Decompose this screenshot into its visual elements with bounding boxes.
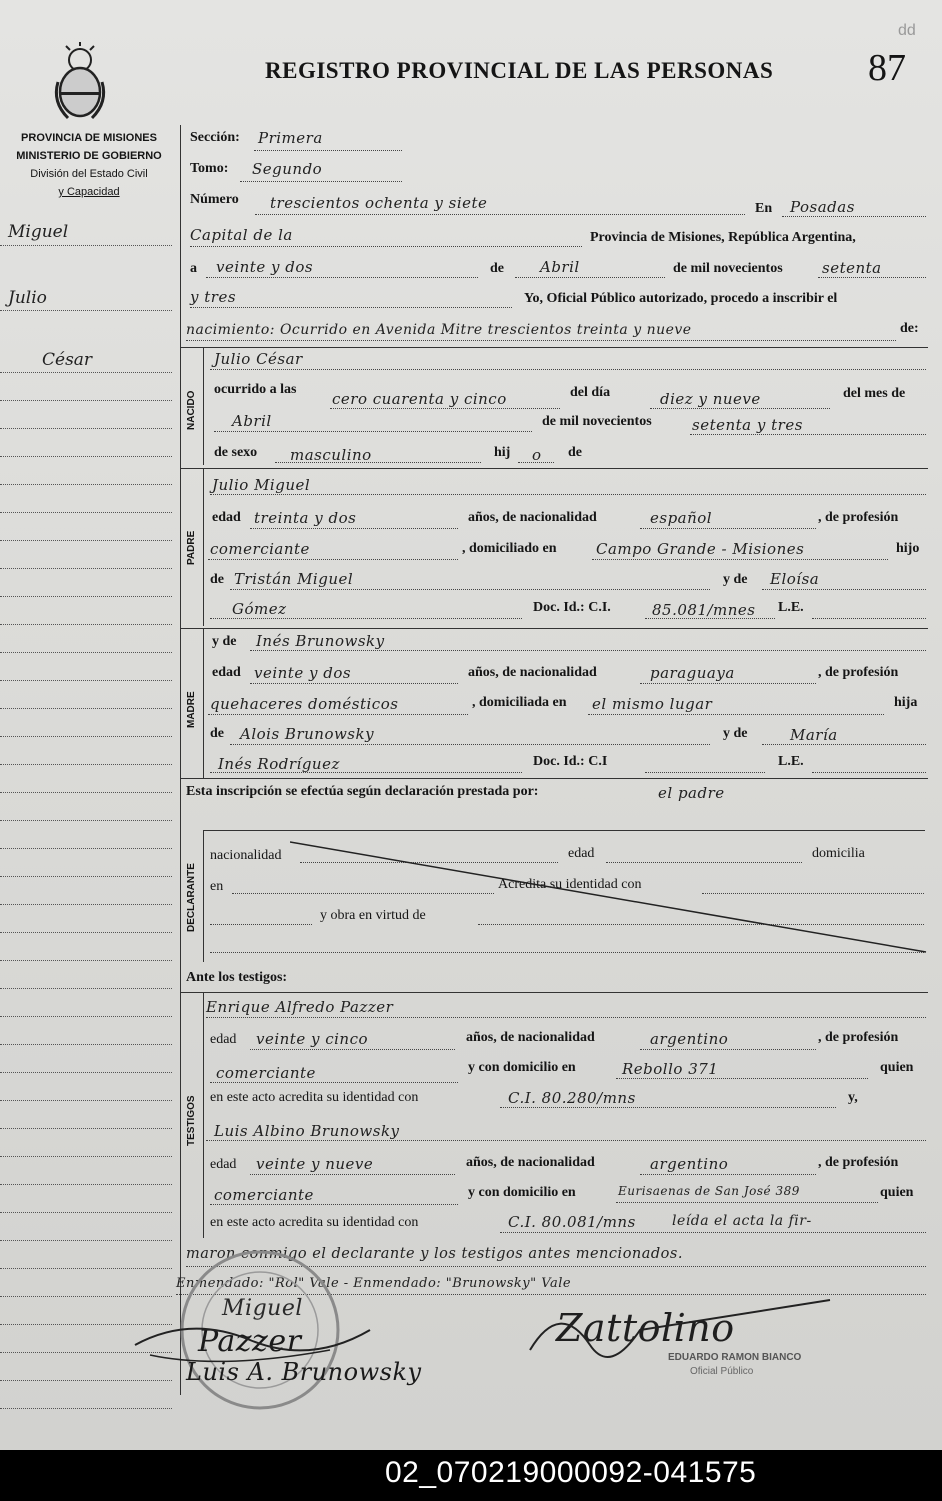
witness1-profession: comerciante — [216, 1064, 316, 1082]
sexo-value: masculino — [290, 446, 372, 464]
reg-day-value: veinte y dos — [216, 258, 314, 276]
madre-prof-label: , de profesión — [818, 665, 899, 680]
nacido-de-label: de — [568, 445, 582, 460]
del-mes-label: del mes de — [843, 386, 906, 401]
le-label: L.E. — [778, 600, 804, 615]
document-id: 02_070219000092-041575 — [385, 1456, 757, 1489]
witness2-prof-label: , de profesión — [818, 1155, 899, 1170]
margin-name1: Julio — [8, 288, 47, 308]
domicilio-label: , domiciliado en — [462, 541, 557, 556]
madre-edad-label: edad — [212, 665, 241, 680]
ocurrido-label: ocurrido a las — [214, 382, 297, 397]
maternal-grandmother: María — [790, 726, 838, 744]
maternal-grandfather: Alois Brunowsky — [240, 725, 375, 743]
birth-time: cero cuarenta y cinco — [332, 390, 507, 408]
capacity-label: y Capacidad — [58, 186, 120, 198]
declaration-label: Esta inscripción se efectúa según declaración prestada por: — [186, 784, 539, 799]
father-profession: comerciante — [210, 540, 310, 558]
year-label: de mil novecientos — [673, 261, 783, 276]
ministry-label: MINISTERIO DE GOBIERNO — [16, 150, 162, 162]
closing-tail: leída el acta la fir- — [672, 1213, 812, 1229]
birth-day: diez y nueve — [660, 390, 761, 408]
padre-de-label: de — [210, 572, 224, 587]
witness2-dom-label: y con domicilio en — [468, 1185, 576, 1200]
margin-line — [0, 245, 172, 246]
reg-year2-value: y tres — [190, 288, 237, 306]
witness1-acto-label: en este acto acredita su identidad con — [210, 1090, 419, 1105]
hijo-label: hijo — [896, 541, 920, 556]
father-name: Julio Miguel — [212, 476, 311, 494]
madre-doc-label: Doc. Id.: C.I — [533, 754, 608, 769]
division-label: División del Estado Civil — [30, 168, 148, 180]
mil-label: de mil novecientos — [542, 414, 652, 429]
maternal-grandmother-surname: Inés Rodríguez — [218, 755, 340, 773]
document-title: REGISTRO PROVINCIAL DE LAS PERSONAS — [265, 58, 774, 83]
margin-surname: Miguel — [8, 222, 69, 242]
father-domicile: Campo Grande - Misiones — [596, 540, 805, 558]
de-label: de — [490, 261, 504, 276]
doc-label: Doc. Id.: C.I. — [533, 600, 611, 615]
declarante-acredita-label: Acredita su identidad con — [498, 877, 642, 892]
madre-de-label: de — [210, 726, 224, 741]
declarante-edad-label: edad — [568, 846, 595, 861]
archive-stamp: dd — [898, 22, 916, 39]
margin-line — [0, 372, 172, 373]
reg-month-value: Abril — [540, 258, 580, 276]
witness2-age: veinte y nueve — [256, 1155, 374, 1173]
witness1-y-label: y, — [848, 1090, 858, 1105]
profesion-label: , de profesión — [818, 510, 899, 525]
witness2-profession: comerciante — [214, 1186, 314, 1204]
sexo-label: de sexo — [214, 445, 258, 460]
reg-year-value: setenta — [822, 259, 882, 277]
testigos-intro: Ante los testigos: — [186, 970, 288, 985]
margin-line — [0, 310, 172, 311]
madre-yde2-label: y de — [723, 726, 748, 741]
tomo-label: Tomo: — [190, 161, 229, 176]
father-nationality: español — [650, 509, 713, 527]
paternal-grandmother: Eloísa — [770, 570, 820, 588]
madre-yde-label: y de — [212, 634, 237, 649]
paternal-grandfather: Tristán Miguel — [234, 570, 354, 588]
witness2-doc: C.I. 80.081/mns — [508, 1213, 636, 1231]
numero-label: Número — [190, 192, 239, 207]
madre-section-label: MADRE — [186, 691, 197, 728]
witness2-quien-label: quien — [880, 1185, 914, 1200]
numero-value: trescientos ochenta y siete — [270, 194, 488, 212]
en-label: En — [755, 201, 773, 216]
witness1-prof-label: , de profesión — [818, 1030, 899, 1045]
witness2-nationality: argentino — [650, 1155, 729, 1173]
birth-year: setenta y tres — [692, 416, 803, 434]
city-value: Posadas — [790, 198, 855, 216]
signature-witness2: Luis A. Brunowsky — [186, 1358, 422, 1386]
father-age: treinta y dos — [254, 509, 357, 527]
section-divider — [180, 347, 928, 348]
edad-label: edad — [212, 510, 241, 525]
official-name-stamp: EDUARDO RAMON BIANCO — [668, 1352, 802, 1363]
madre-le-label: L.E. — [778, 754, 804, 769]
place-value: Capital de la — [190, 226, 293, 244]
paternal-grandmother-surname: Gómez — [232, 600, 287, 618]
father-doc: 85.081/mnes — [652, 601, 756, 619]
seccion-label: Sección: — [190, 130, 240, 145]
nacido-section-label: NACIDO — [186, 390, 197, 430]
witness2-nac-label: años, de nacionalidad — [466, 1155, 595, 1170]
province-label: PROVINCIA DE MISIONES — [21, 132, 157, 144]
testigos-section-label: TESTIGOS — [186, 1095, 197, 1146]
birth-month: Abril — [232, 412, 272, 430]
del-dia-label: del día — [570, 385, 611, 400]
declarante-section-label: DECLARANTE — [186, 863, 197, 932]
witness1-quien-label: quien — [880, 1060, 914, 1075]
witness1-dom-label: y con domicilio en — [468, 1060, 576, 1075]
official-role-stamp: Oficial Público — [690, 1366, 754, 1377]
official-label: Yo, Oficial Público autorizado, procedo a inscribir el — [524, 291, 838, 306]
declarante-dom-label: domicilia — [812, 846, 865, 861]
act-value: nacimiento: Ocurrido en Avenida Mitre trescientos treinta y nueve — [186, 322, 692, 338]
witness2-edad-label: edad — [210, 1157, 237, 1172]
hij-label: hij — [494, 445, 511, 460]
witness1-doc: C.I. 80.280/mns — [508, 1089, 636, 1107]
child-name: Julio César — [214, 350, 303, 368]
declarante-en-label: en — [210, 879, 224, 894]
seccion-value: Primera — [258, 129, 323, 147]
signature-declarant: Miguel — [222, 1296, 303, 1321]
hij-suffix: o — [532, 446, 542, 464]
madre-dom-label: , domiciliada en — [472, 695, 567, 710]
nacionalidad-label: años, de nacionalidad — [468, 510, 597, 525]
margin-name2: César — [42, 350, 93, 370]
coat-of-arms-emblem — [50, 42, 110, 124]
signature-official-flourish — [520, 1290, 850, 1380]
padre-yde-label: y de — [723, 572, 748, 587]
declarante-obra-label: y obra en virtud de — [320, 908, 426, 923]
mother-name: Inés Brunowsky — [256, 632, 385, 650]
de-colon-label: de: — [900, 321, 919, 336]
provincia-label: Provincia de Misiones, República Argentina, — [590, 230, 856, 245]
page-number: 87 — [868, 47, 906, 89]
tomo-value: Segundo — [252, 160, 323, 178]
witness1-edad-label: edad — [210, 1032, 237, 1047]
hija-label: hija — [894, 695, 918, 710]
signature-flourish — [130, 1310, 380, 1370]
cross-out-line — [290, 838, 930, 956]
witness2-domicile: Eurisaenas de San José 389 — [618, 1184, 800, 1198]
closing-line3: Enmendado: "Rol" Vale - Enmendado: "Brunowsky" Vale — [176, 1276, 572, 1291]
signature-witness1: Pazzer — [198, 1324, 302, 1359]
witness1-nationality: argentino — [650, 1030, 729, 1048]
margin-divider — [180, 125, 181, 1395]
scan-footer-bar — [0, 1450, 942, 1501]
declarante-nac-label: nacionalidad — [210, 848, 282, 863]
witness2-name: Luis Albino Brunowsky — [214, 1122, 400, 1140]
witness2-acto-label: en este acto acredita su identidad con — [210, 1215, 419, 1230]
a-label: a — [190, 261, 197, 276]
witness1-name: Enrique Alfredo Pazzer — [206, 998, 394, 1016]
declarant-value: el padre — [658, 784, 725, 802]
padre-section-label: PADRE — [186, 530, 197, 565]
mother-nationality: paraguaya — [650, 664, 735, 682]
mother-age: veinte y dos — [254, 664, 352, 682]
mother-domicile: el mismo lugar — [592, 695, 713, 713]
witness1-domicile: Rebollo 371 — [622, 1060, 719, 1078]
witness1-nac-label: años, de nacionalidad — [466, 1030, 595, 1045]
signature-official: Zattolino — [556, 1306, 735, 1350]
witness1-age: veinte y cinco — [256, 1030, 369, 1048]
mother-profession: quehaceres domésticos — [210, 695, 399, 713]
madre-nac-label: años, de nacionalidad — [468, 665, 597, 680]
closing-line2: maron conmigo el declarante y los testigos antes mencionados. — [186, 1246, 683, 1262]
